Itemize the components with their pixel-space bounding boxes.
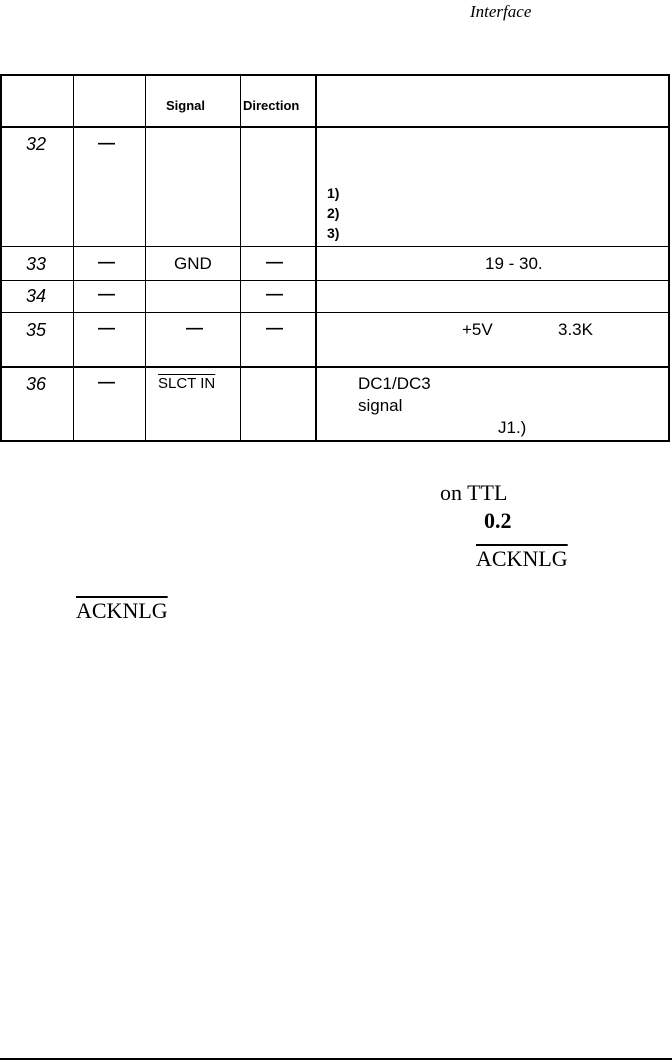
description-text: 3.3K (558, 320, 593, 339)
description-text: signal (358, 396, 403, 415)
column-divider (315, 74, 317, 442)
row-divider (0, 246, 670, 247)
header-direction: Direction (243, 98, 300, 113)
pin-number: 33 (26, 254, 47, 274)
table-top-border (0, 74, 670, 76)
signal-name: SLCT IN (158, 375, 216, 392)
table-right-border (668, 74, 670, 442)
section-title: Interface (470, 2, 532, 21)
direction: — (266, 318, 283, 337)
description-text: +5V (462, 320, 493, 339)
signal-name: GND (174, 254, 212, 273)
table-bottom-border (0, 440, 670, 442)
description-text: J1.) (498, 418, 527, 437)
row-divider (0, 280, 670, 281)
row-divider (0, 366, 670, 368)
description-text: 19 - 30. (485, 254, 543, 273)
description-text: DC1/DC3 (358, 374, 431, 393)
pin-number: 35 (26, 320, 47, 340)
row-divider (0, 312, 670, 313)
column-divider (240, 74, 241, 442)
header-signal: Signal (166, 98, 206, 113)
pin-number: 34 (26, 286, 47, 306)
return-pin: — (98, 318, 115, 337)
note-fragment: ACKNLG (476, 546, 568, 571)
note-fragment: ACKNLG (76, 598, 168, 623)
note-fragment: on TTL (440, 480, 508, 505)
description-list-item: 3) (327, 225, 340, 241)
return-pin: — (98, 133, 115, 152)
return-pin: — (98, 372, 115, 391)
direction: — (266, 252, 283, 271)
description-list-item: 2) (327, 205, 340, 221)
pin-number: 32 (26, 134, 47, 154)
direction: — (266, 284, 283, 303)
signal-name: — (186, 318, 203, 337)
return-pin: — (98, 252, 115, 271)
description-list-item: 1) (327, 185, 340, 201)
pin-assignment-table (0, 74, 670, 442)
table-left-border (0, 74, 2, 442)
return-pin: — (98, 284, 115, 303)
column-divider (73, 74, 74, 442)
note-fragment: 0.2 (484, 508, 512, 533)
pin-number: 36 (26, 374, 47, 394)
header-row-divider (0, 126, 670, 128)
column-divider (145, 74, 146, 442)
